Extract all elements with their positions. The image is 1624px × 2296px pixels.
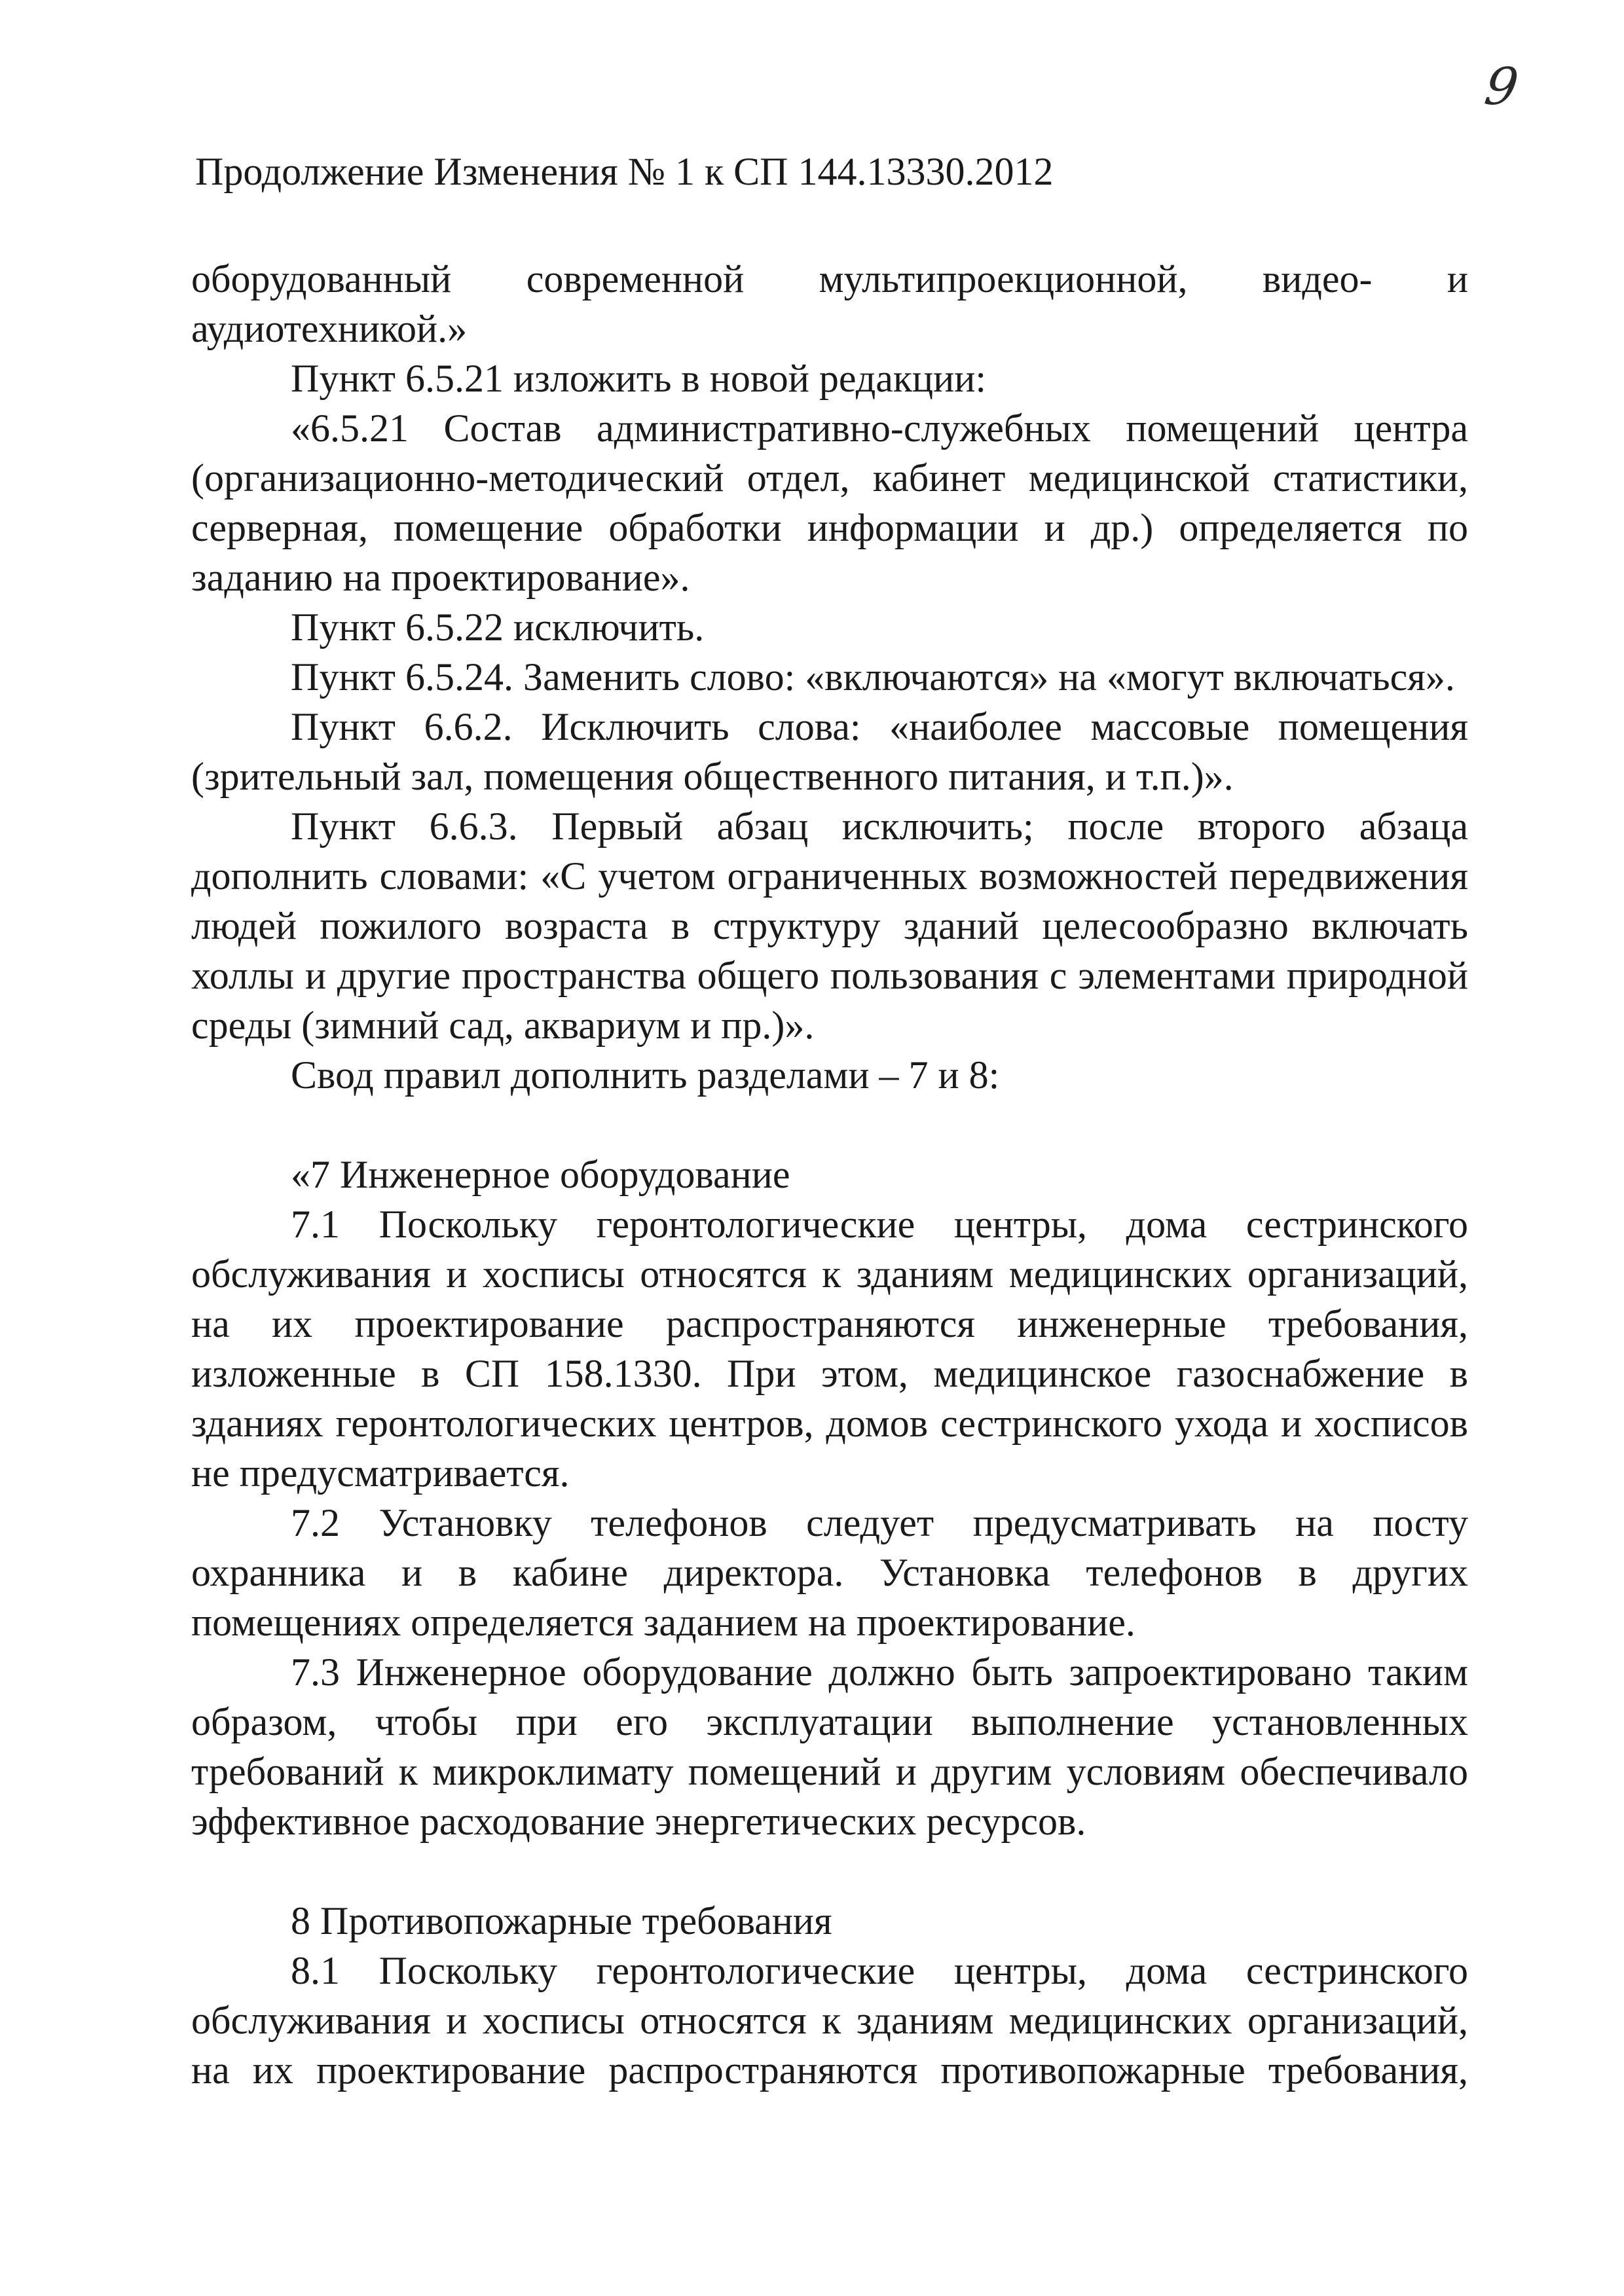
paragraph: Пункт 6.5.21 изложить в новой редакции:: [291, 357, 987, 400]
section-8-item: 8.1 Поскольку геронтологические центры, дома сестринского обслуживания и хосписы относятся к зданиям медицинских организаций, на их проектирование распространяются противопожарные требования,: [191, 1949, 1468, 2092]
section-7-item: 7.1 Поскольку геронтологические центры, дома сестринского обслуживания и хосписы относятся к зданиям медицинских организаций, на их проектирование распространяются инженерные требования, изложенные в СП 158.1330. При этом, медицинское газоснабжение в зданиях геронтологических центров, домов сестринского ухода и хосписов не предусматривается.: [191, 1203, 1468, 1495]
section-7-item: 7.2 Установку телефонов следует предусматривать на посту охранника и в кабине директора. Установка телефонов в других помещениях определяется заданием на проектирование.: [191, 1501, 1468, 1644]
section-7-item: 7.3 Инженерное оборудование должно быть запроектировано таким образом, чтобы при его эксплуатации выполнение установленных требований к микроклимату помещений и другим условиям обеспечивало эффективное расходование энергетических ресурсов.: [191, 1650, 1468, 1843]
paragraph: «6.5.21 Состав административно-служебных помещений центра (организационно-методический отдел, кабинет медицинской статистики, серверная, помещение обработки информации и др.) определяется по заданию на проектирование».: [191, 407, 1468, 599]
paragraph: Пункт 6.5.22 исключить.: [291, 606, 705, 649]
paragraph: Свод правил дополнить разделами – 7 и 8:: [291, 1053, 1000, 1097]
section-7-heading: «7 Инженерное оборудование: [291, 1153, 790, 1196]
document-body: [191, 254, 1468, 2095]
page-number: 9: [1481, 58, 1522, 117]
document-header: Продолжение Изменения № 1 к СП 144.13330.2012: [195, 150, 1054, 193]
section-8-heading: 8 Противопожарные требования: [291, 1899, 832, 1942]
paragraph-continuation: оборудованный современной мультипроекционной, видео- и аудиотехникой.»: [191, 257, 1468, 350]
paragraph: Пункт 6.6.2. Исключить слова: «наиболее массовые помещения (зрительный зал, помещения общественного питания, и т.п.)».: [191, 705, 1468, 798]
paragraph: Пункт 6.6.3. Первый абзац исключить; после второго абзаца дополнить словами: «С учетом ограниченных возможностей передвижения людей пожилого возраста в структуру зданий целесообразно включать холлы и другие пространства общего пользования с элементами природной среды (зимний сад, аквариум и пр.)».: [191, 805, 1468, 1047]
paragraph: Пункт 6.5.24. Заменить слово: «включаются» на «могут включаться».: [291, 655, 1455, 699]
